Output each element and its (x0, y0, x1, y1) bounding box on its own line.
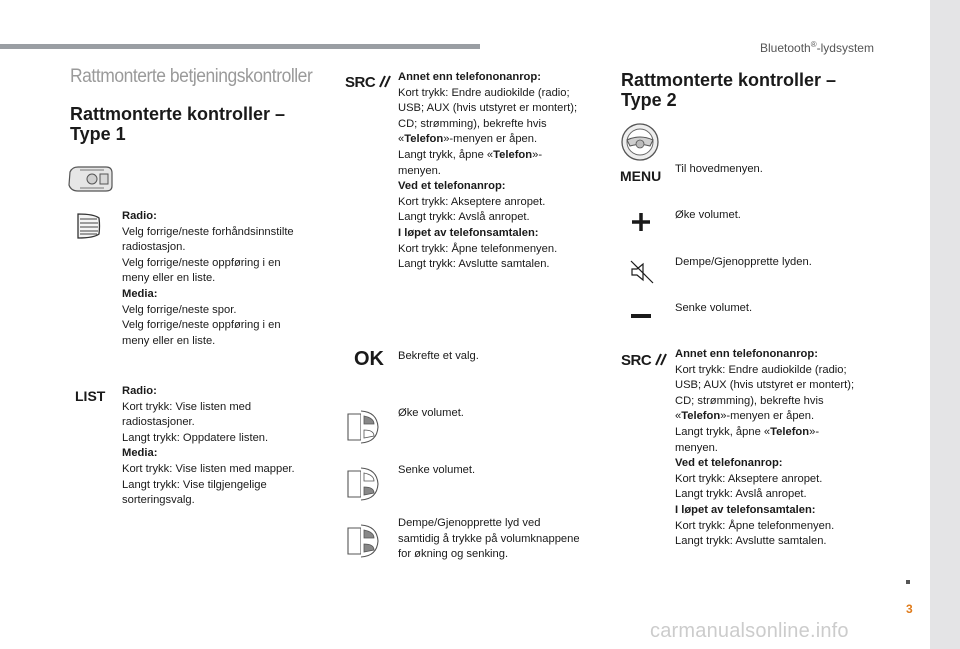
text: Langt trykk, åpne « (675, 425, 771, 438)
text-line (675, 363, 854, 379)
page-header-title: Bluetooth®-lydsystem (760, 40, 874, 55)
text-line (675, 519, 854, 535)
text-line: Kort trykk: Vise listen med (122, 400, 252, 413)
bold-text: I løpet av telefonsamtalen: (675, 503, 816, 516)
text: Kort trykk: Åpne telefonmenyen. (675, 519, 835, 532)
text: Langt trykk, åpne « (398, 148, 494, 161)
text: Kort trykk: Åpne telefonmenyen. (398, 242, 558, 255)
text-line: Media: (122, 447, 158, 460)
text-line (675, 441, 854, 457)
text-line: meny eller en liste. (122, 272, 216, 285)
text-line: Langt trykk: Oppdatere listen. (122, 431, 269, 444)
minus-icon (631, 313, 651, 319)
text-line (398, 70, 577, 86)
col3-mute-description: Dempe/Gjenopprette lyden. (675, 256, 812, 268)
text-line (675, 456, 854, 472)
section-title: Rattmonterte betjeningskontroller (70, 66, 313, 87)
col2-mute-description: Dempe/Gjenopprette lyd ved samtidig å trykke på volumknappene for økning og senking. (398, 517, 580, 561)
text-line: Velg forrige/neste oppføring i en (122, 256, 281, 269)
col3-minus-description: Senke volumet. (675, 302, 753, 314)
side-tab (930, 0, 960, 649)
volume-down-button-icon (345, 465, 381, 503)
text: Kort trykk: Endre audiokilde (radio; (398, 86, 570, 99)
bold-text: Telefon (404, 133, 444, 146)
ok-button-icon: OK (354, 348, 384, 370)
col2-vol-down-description: Senke volumet. (398, 464, 476, 476)
text-line (675, 394, 854, 410)
watermark: carmanualsonline.info (650, 620, 849, 642)
text: »-menyen er åpen. (443, 133, 538, 146)
text-line: meny eller en liste. (122, 334, 216, 347)
text-line (675, 425, 854, 441)
text-line (398, 86, 577, 102)
bold-text: I løpet av telefonsamtalen: (398, 226, 539, 239)
col1-list-description (122, 384, 295, 509)
text-line (398, 164, 577, 180)
text-line (398, 132, 577, 148)
text-line: sorteringsvalg. (122, 494, 195, 507)
bold-text: Telefon (493, 148, 533, 161)
col3-menu-description: Til hovedmenyen. (675, 163, 763, 175)
src-button-icon-type2: SRC (621, 351, 669, 369)
text: Langt trykk: Avslå anropet. (398, 211, 530, 224)
text-line (398, 195, 577, 211)
text: Langt trykk: Avslutte samtalen. (398, 258, 550, 271)
plus-icon (631, 212, 651, 232)
steering-pod-icon (66, 164, 114, 194)
bullet-marker (906, 580, 910, 584)
text-line: Media: (122, 287, 158, 300)
volume-up-button-icon (345, 408, 381, 446)
bold-text: Ved et telefonanrop: (398, 180, 506, 193)
text-line (398, 117, 577, 133)
text: menyen. (398, 164, 441, 177)
text-line (398, 226, 577, 242)
steering-wheel-icon (620, 122, 660, 162)
text: USB; AUX (hvis utstyret er montert); (398, 102, 578, 115)
text-line: radiostasjoner. (122, 416, 195, 429)
bold-text: Annet enn telefononanrop: (398, 71, 541, 83)
col2-vol-up-description: Øke volumet. (398, 407, 464, 419)
text: « (398, 133, 405, 146)
text: »- (809, 425, 820, 438)
speaker-mute-icon (630, 260, 654, 284)
text: Kort trykk: Akseptere anropet. (398, 195, 546, 208)
text-line (398, 257, 577, 273)
text-line (675, 347, 854, 363)
text-line: Kort trykk: Vise listen med mapper. (122, 462, 295, 475)
thumbwheel-icon (76, 212, 102, 240)
text: »- (532, 148, 543, 161)
col3-plus-description: Øke volumet. (675, 209, 741, 221)
text: Kort trykk: Akseptere anropet. (675, 472, 823, 485)
text: »-menyen er åpen. (720, 410, 815, 423)
bold-text: Telefon (681, 410, 721, 423)
col1-radio-description (122, 209, 294, 349)
header-rule (0, 44, 480, 49)
text: CD; strømming), bekrefte hvis (675, 394, 824, 407)
text: menyen. (675, 441, 718, 454)
page-number: 3 (906, 602, 913, 616)
text-line: Velg forrige/neste spor. (122, 303, 237, 316)
text-line (675, 503, 854, 519)
text-line: Radio: (122, 385, 157, 397)
text-line: radiostasjon. (122, 241, 186, 254)
text-line: Velg forrige/neste oppføring i en (122, 319, 281, 332)
text-line (675, 487, 854, 503)
text: USB; AUX (hvis utstyret er montert); (675, 379, 855, 392)
bold-text: Ved et telefonanrop: (675, 457, 783, 470)
text-line: Radio: (122, 210, 157, 222)
col2-ok-description: Bekrefte et valg. (398, 350, 479, 362)
col1-heading: Rattmonterte kontroller – Type 1 (70, 104, 286, 144)
bold-text: Annet enn telefononanrop: (675, 348, 818, 360)
text: « (675, 410, 682, 423)
text-line (398, 148, 577, 164)
col3-heading: Rattmonterte kontroller – Type 2 (621, 70, 837, 110)
text-line (675, 472, 854, 488)
list-button-icon: LIST (75, 388, 106, 404)
text-line (675, 409, 854, 425)
text: Kort trykk: Endre audiokilde (radio; (675, 363, 847, 376)
text-line (675, 534, 854, 550)
text: Langt trykk: Avslutte samtalen. (675, 535, 827, 548)
text-line (398, 179, 577, 195)
text-line (398, 242, 577, 258)
text-line (398, 210, 577, 226)
text-line (398, 101, 577, 117)
mute-button-icon (345, 522, 381, 560)
menu-button-icon: MENU (620, 168, 662, 184)
src-button-icon: SRC (345, 73, 393, 91)
col2-src-description (398, 70, 577, 273)
text-line (675, 378, 854, 394)
bold-text: Telefon (770, 425, 810, 438)
col3-src-description (675, 347, 854, 550)
text-line: Langt trykk: Vise tilgjengelige (122, 478, 267, 491)
text-line: Velg forrige/neste forhåndsinnstilte (122, 225, 294, 238)
text: Langt trykk: Avslå anropet. (675, 488, 807, 501)
text: CD; strømming), bekrefte hvis (398, 117, 547, 130)
